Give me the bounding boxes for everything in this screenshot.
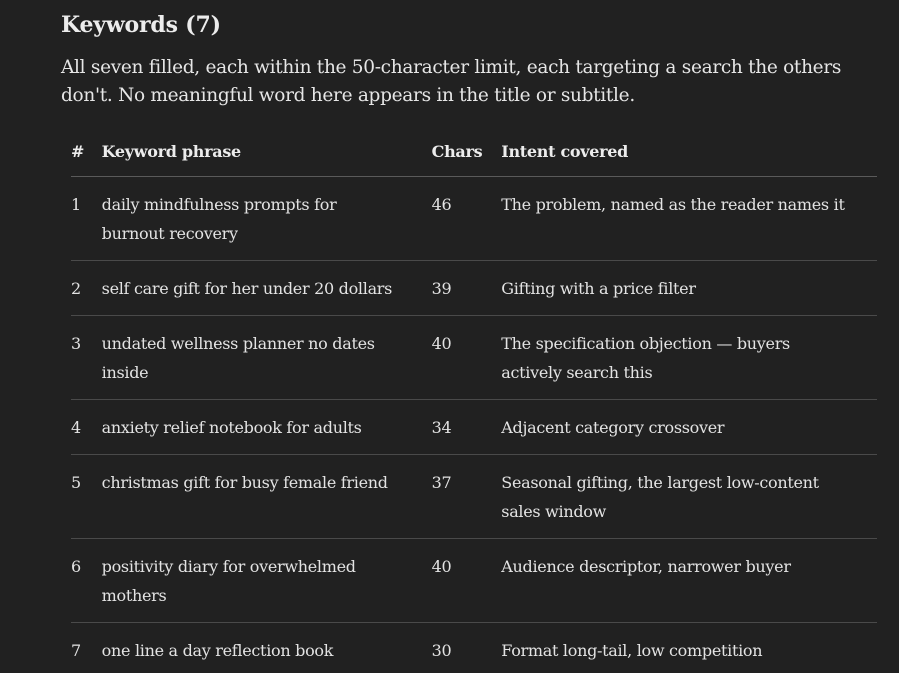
column-header-intent: Intent covered xyxy=(501,128,877,177)
row-keyword: self care gift for her under 20 dollars xyxy=(101,279,393,298)
row-keyword: undated wellness planner no dates inside xyxy=(101,334,375,382)
keywords-table xyxy=(71,128,877,673)
section-description: All seven filled, each within the 50-character limit, each targeting a search the others don't. No meaningful word here appears in the title or subtitle. xyxy=(61,57,842,106)
row-number: 6 xyxy=(71,539,102,623)
row-intent: Format long-tail, low competition xyxy=(501,641,763,660)
row-keyword: anxiety relief notebook for adults xyxy=(101,418,362,437)
row-intent: Gifting with a price filter xyxy=(501,279,696,298)
row-chars: 46 xyxy=(432,177,502,261)
row-chars: 40 xyxy=(432,316,502,400)
row-keyword: daily mindfulness prompts for burnout recovery xyxy=(101,195,337,243)
row-intent: The problem, named as the reader names it xyxy=(501,195,845,214)
column-header-chars: Chars xyxy=(432,128,502,177)
row-intent: The specification objection — buyers actively search this xyxy=(501,334,790,382)
row-intent: Audience descriptor, narrower buyer xyxy=(501,557,791,576)
column-header-number: # xyxy=(71,128,102,177)
section-heading: Keywords (7) xyxy=(61,12,221,38)
table-row xyxy=(71,177,877,261)
row-keyword: christmas gift for busy female friend xyxy=(101,473,388,492)
table-row xyxy=(71,539,877,623)
row-chars: 40 xyxy=(432,539,502,623)
table-header-row xyxy=(71,128,877,177)
table-row xyxy=(71,261,877,316)
row-number: 2 xyxy=(71,261,102,316)
row-number: 1 xyxy=(71,177,102,261)
table-row xyxy=(71,455,877,539)
row-intent: Adjacent category crossover xyxy=(501,418,725,437)
row-keyword: positivity diary for overwhelmed mothers xyxy=(101,557,356,605)
row-intent: Seasonal gifting, the largest low-content sales window xyxy=(501,473,819,521)
table-row xyxy=(71,316,877,400)
row-number: 5 xyxy=(71,455,102,539)
row-number: 4 xyxy=(71,400,102,455)
row-keyword: one line a day reflection book xyxy=(101,641,334,660)
row-chars: 37 xyxy=(432,455,502,539)
table-row xyxy=(71,623,877,673)
column-header-keyword: Keyword phrase xyxy=(102,128,432,177)
table-row xyxy=(71,400,877,455)
row-number: 3 xyxy=(71,316,102,400)
row-chars: 30 xyxy=(432,623,502,673)
row-chars: 39 xyxy=(432,261,502,316)
row-chars: 34 xyxy=(432,400,502,455)
row-number: 7 xyxy=(71,623,102,673)
